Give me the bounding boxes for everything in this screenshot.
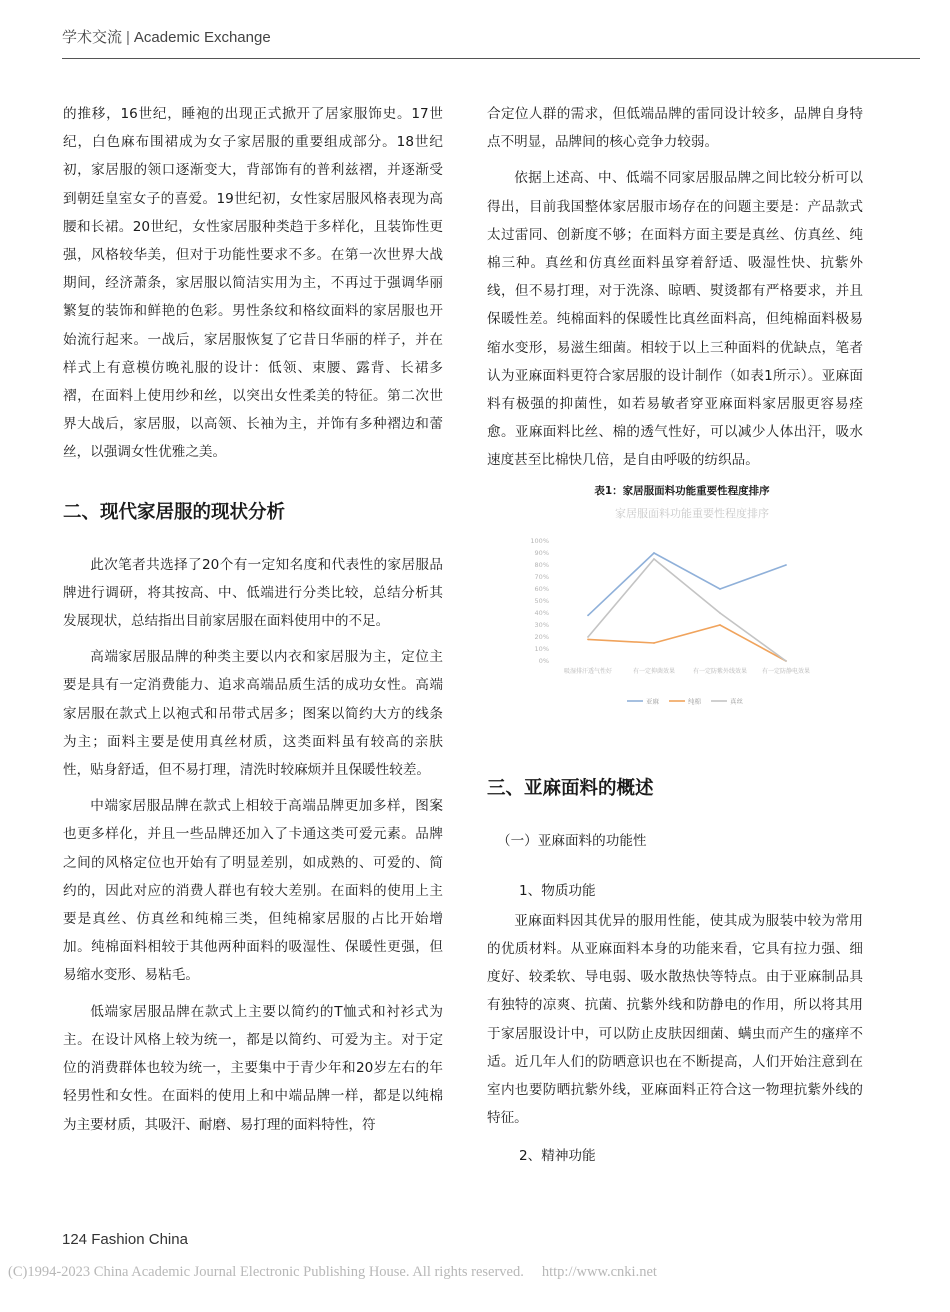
data-point	[653, 552, 655, 554]
body-paragraph: 亚麻面料因其优异的服用性能，使其成为服装中较为常用的优质材料。从亚麻面料本身的功能来看，它具有拉力强、细度好、较柔软、导电弱、吸水散热快等特点。由于亚麻制品具有独特的凉爽、抗菌、抗紫外线和防静电的作用，所以将其用于家居服设计中，可以防止皮肤因细菌、螨虫而产生的瘙痒不适。近几年人们的防晒意识也在不断提高，人们开始注意到在室内也要防晒抗紫外线，亚麻面料正符合这一物理抗紫外线的特征。	[487, 912, 863, 1127]
y-tick-label: 100%	[530, 536, 549, 545]
section-heading-3: 三、亚麻面料的概述	[487, 777, 654, 799]
data-point	[785, 660, 787, 662]
cnki-url: http://www.cnki.net	[541, 1264, 657, 1280]
data-point	[587, 638, 589, 640]
chart-title: 家居服面料功能重要性程度排序	[615, 506, 769, 520]
legend-label: 亚麻	[646, 696, 659, 705]
y-tick-label: 50%	[534, 596, 549, 605]
y-tick-label: 10%	[534, 644, 549, 653]
body-paragraph: 依据上述高、中、低端不同家居服品牌之间比较分析可以得出，目前我国整体家居服市场存在的问题主要是：产品款式太过雷同、创新度不够；在面料方面主要是真丝、仿真丝、纯棉三种。真丝和仿真丝面料虽穿着舒适、吸湿性快、抗紫外线，但不易打理，对于洗涤、晾晒、熨烫都有严格要求，并且保暖性差。纯棉面料的保暖性比真丝面料高，但纯棉面料极易缩水变形，易滋生细菌。相较于以上三种面料的优缺点，笔者认为亚麻面料更符合家居服的设计制作（如表1所示）。亚麻面料有极强的抑菌性，如若易敏者穿亚麻面料家居服更容易痊愈。亚麻面料比丝、棉的透气性好，可以减少人体出汗，吸水速度甚至比棉快几倍，是自由呼吸的纺织品。	[487, 170, 863, 469]
data-point	[785, 564, 787, 566]
y-tick-label: 40%	[534, 608, 549, 617]
journal-name: Fashion China	[91, 1231, 188, 1248]
section-heading-2: 二、现代家居服的现状分析	[63, 501, 286, 523]
figure	[507, 483, 857, 743]
data-point	[719, 612, 721, 614]
page-number: 124	[62, 1231, 88, 1248]
header-section-cn: 学术交流	[62, 29, 123, 46]
data-point	[719, 624, 721, 626]
body-paragraph: 低端家居服品牌在款式上主要以简约的T恤式和衬衫式为主。在设计风格上较为统一，都是以简约、可爱为主。对于定位的消费群体也较为统一，主要集中于青少年和20岁左右的年轻男性和女性。在面料的使用上和中端品牌一样，都是以纯棉为主要材质，其吸汗、耐磨、易打理的面料特性，符	[63, 1003, 443, 1133]
subsubsection-heading: 2、精神功能	[519, 1148, 596, 1165]
x-tick-label: 有一定抑菌效果	[632, 667, 676, 675]
y-tick-label: 60%	[534, 584, 549, 593]
body-paragraph: 中端家居服品牌在款式上相较于高端品牌更加多样，图案也更多样化，并且一些品牌还加入了卡通这类可爱元素。品牌之间的风格定位也开始有了明显差别，如成熟的、可爱的、简约的，因此对应的消费人群也有较大差别。在面料的使用上主要是真丝、仿真丝和纯棉三类，但纯棉家居服的占比开始增加。纯棉面料相较于其他两种面料的吸湿性、保暖性更强，但易缩水变形、易粘毛。	[63, 798, 443, 984]
legend-label: 纯棉	[688, 696, 701, 705]
header-rule	[62, 58, 920, 59]
data-point	[653, 642, 655, 644]
y-tick-label: 90%	[534, 548, 549, 557]
data-point	[653, 558, 655, 560]
data-point	[587, 636, 589, 638]
figure-caption: 表1：家居服面料功能重要性程度排序	[594, 484, 770, 497]
y-tick-label: 0%	[538, 656, 549, 665]
right-column	[487, 100, 863, 1172]
data-point	[587, 614, 589, 616]
copyright-text: (C)1994-2023 China Academic Journal Electronic Publishing House. All rights reserved.	[8, 1264, 524, 1280]
line-chart	[507, 503, 857, 733]
subsubsection-heading: 1、物质功能	[519, 882, 596, 899]
body-paragraph: 高端家居服品牌的种类主要以内衣和家居服为主，定位主要是具有一定消费能力、追求高端品质生活的成功女性。高端家居服在款式上以袍式和吊带式居多；图案以简约大方的线条为主；面料主要是使用真丝材质，这类面料虽有较高的亲肤性，贴身舒适，但不易打理，清洗时较麻烦并且保暖性较差。	[63, 649, 443, 779]
header-section-en: Academic Exchange	[133, 29, 271, 46]
page-footer	[62, 1231, 188, 1248]
x-tick-label: 吸湿排汗透气性好	[563, 667, 613, 675]
legend-label: 真丝	[730, 696, 743, 705]
running-header	[62, 26, 271, 47]
body-paragraph: 此次笔者共选择了20个有一定知名度和代表性的家居服品牌进行调研，将其按高、中、低端进行分类比较，总结分析其发展现状，总结指出目前家居服在面料使用中的不足。	[63, 556, 443, 630]
copyright-notice	[8, 1264, 950, 1281]
y-tick-label: 20%	[534, 632, 549, 641]
left-column	[63, 100, 443, 1147]
x-tick-label: 有一定防紫外线效果	[692, 667, 748, 675]
x-tick-label: 有一定防静电效果	[761, 667, 811, 675]
body-paragraph: 合定位人群的需求，但低端品牌的雷同设计较多，品牌自身特点不明显，品牌间的核心竞争力较弱。	[487, 106, 863, 151]
y-tick-label: 30%	[534, 620, 549, 629]
y-tick-label: 70%	[534, 572, 549, 581]
subsection-heading: （一）亚麻面料的功能性	[497, 832, 647, 849]
data-point	[719, 588, 721, 590]
series-line-亚麻	[588, 553, 786, 615]
body-paragraph: 的推移，16世纪，睡袍的出现正式掀开了居家服饰史。17世纪，白色麻布围裙成为女子家居服的重要组成部分。18世纪初，家居服的领口逐渐变大，背部饰有的普利兹褶，并逐渐受到朝廷皇室女子的喜爱。19世纪初，女性家居服风格表现为高腰和长裙。20世纪，女性家居服种类趋于多样化，且装饰性更强，风格较华美，但对于功能性要求不多。在第一次世界大战期间，经济萧条，家居服以简洁实用为主，不再过于强调华丽繁复的装饰和鲜艳的色彩。男性条纹和格纹面料的家居服也开始流行起来。一战后，家居服恢复了它昔日华丽的样子，并在样式上有意模仿晚礼服的设计：低领、束腰、露背、长裙多褶，在面料上使用纱和丝，以突出女性柔美的特征。第二次世界大战后，家居服，以高领、长袖为主，并饰有多种褶边和蕾丝，以强调女性优雅之美。	[63, 106, 443, 461]
series-line-纯棉	[588, 625, 786, 661]
header-separator: |	[126, 29, 130, 46]
y-tick-label: 80%	[534, 560, 549, 569]
